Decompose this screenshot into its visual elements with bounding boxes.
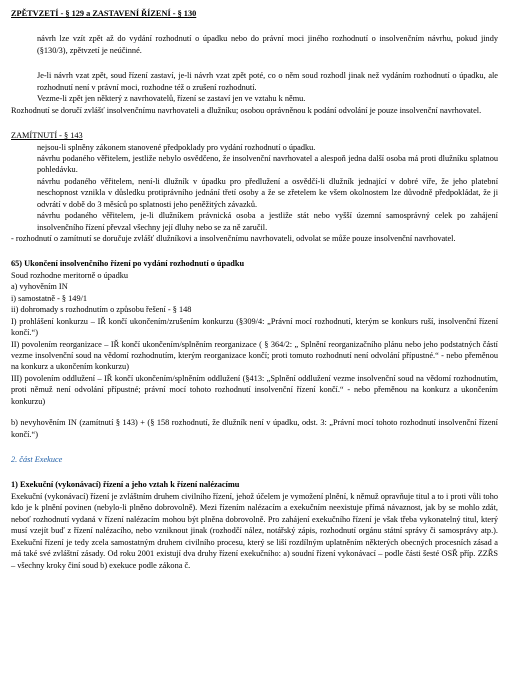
paragraph-bankruptcy: I) prohlášení konkurzu – IŘ končí ukončením/zrušením konkurzu (§309/4: „Právní mocí rozhodnutí, kterým se konkurs ruší, insolvenční řízení končí.“) <box>11 316 498 338</box>
paragraph-execution: Exekuční (vykonávací) řízení je zvláštním druhem civilního řízení, jehož účelem je vymožení plnění, k němuž opravňuje titul a to i proti vůli toho kdo je k plnění povinen (nebylo-li plněno dobrovolně). Mezi řízením nalézacím a exekučním neexistuje přímá návaznost, jak by se mohlo zdát, neboť rozhodnutí vydaná v řízení nalézacím mohou být plněna dobrovolně. Pro zahájení exekučního řízení je však třeba vykonatelný titul, který musí vzejít buď z řízení nalézacího, nebo vzniknout jinak (rozhodčí nález, notářský zápis, rozhodnutí orgánu státní správy či samosprávy atp.). Exekuční řízení je tedy zcela samostatným druhem civilního procesu, který se liší rozdílným uplatněním některých obecných procesních zásad a má také své zvláštní zásady. Od roku 2001 existují dva druhy řízení exekučního: a) soudní řízení vykonávací – podle části šesté OSŘ příp. ZZŘS – všechny kroky činí soud b) exekuce podle zákona č. <box>11 491 498 570</box>
item-number <box>11 70 37 81</box>
part-title-execution: 2. část Exekuce <box>11 455 63 464</box>
item-number <box>11 33 37 44</box>
text-line: ii) dohromady s rozhodnutím o způsobu řešení - § 148 <box>11 305 192 315</box>
section-title-execution: 1) Exekuční (vykonávací) řízení a jeho vztah k řízení nalézacímu <box>11 480 240 490</box>
section-title-rejection: ZAMÍTNUTÍ - § 143 <box>11 131 83 141</box>
text-line: Soud rozhodne meritorně o úpadku <box>11 270 129 280</box>
item-number <box>11 210 37 221</box>
item-text: Vezme-li zpět jen některý z navrhovatelů, řízení se zastaví jen ve vztahu k němu. <box>37 94 306 104</box>
list-item <box>11 33 498 56</box>
item-text: Je-li návrh vzat zpět, soud řízení zastaví, je-li návrh vzat zpět poté, co o něm soud rozhodl jinak než vydáním rozhodnutí o úpadku, ale rozhodnutí není v právní moci, rozhodne též o zrušení rozhodnutí. <box>37 71 498 92</box>
list-item <box>11 210 498 233</box>
paragraph-note: - rozhodnutí o zamítnutí se doručuje zvlášť dlužníkovi a insolvenčnímu navrhovateli, odvolat se může pouze insolvenční navrhovatel. <box>11 234 456 243</box>
item-text: návrh lze vzít zpět až do vydání rozhodnutí o úpadku nebo do právní moci jiného rozhodnutí o insolvenčním návrhu, pokud jindy (§130/3), zpětvzetí je neúčinné. <box>37 34 498 55</box>
item-text: návrhu podaného věřitelem, jestliže nebylo osvědčeno, že insolvenční navrhovatel a alespoň jedna další osoba má proti dlužníku splatnou pohledávku. <box>37 153 498 175</box>
item-number <box>11 142 37 153</box>
list-item <box>11 176 498 210</box>
paragraph-non-acceptance: b) nevyhověním IN (zamítnutí § 143) + (§ 158 rozhodnutí, že dlužník není v úpadku, odst. 3: „Právní mocí tohoto rozhodnutí insolvenční řízení končí.“) <box>11 418 498 439</box>
text-line: i) samostatně - § 149/1 <box>11 293 88 303</box>
item-number <box>11 176 37 187</box>
text-line: a) vyhověním IN <box>11 282 68 292</box>
item-number <box>11 153 37 164</box>
paragraph-reorganization: II) povolením reorganizace – IŘ končí ukončením/splněním reorganizace ( § 364/2: „ Splnění reorganizačního plánu nebo jeho podstatných částí vezme insolvenční soud na vědomí rozhodnutím, kterým reorganizace končí; proti tomuto rozhodnutí není odvolání přípustné.“ - nebo přeměnou na konkurz a ukončením konkurzu) <box>11 339 498 372</box>
paragraph-debt-relief: III) povolením oddlužení – IŘ končí ukončením/splněním oddlužení (§413: „Splnění oddlužení vezme insolvenční soud na vědomí rozhodnutím, proti němuž není odvolání přípustné; právní mocí tohoto rozhodnutí insolvenční řízení končí.“ - nebo přeměnou na konkurz a ukončením konkurzu) <box>11 373 498 406</box>
item-text: nejsou-li splněny zákonem stanovené předpoklady pro vydání rozhodnutí o úpadku. <box>37 142 316 152</box>
section-title-withdrawal: ZPĚTVZETÍ - § 129 a ZASTAVENÍ ŘÍZENÍ - § 130 <box>11 9 197 18</box>
list-item <box>11 70 498 93</box>
item-number <box>11 93 37 104</box>
item-text: návrhu podaného věřitelem, není-li dlužník v úpadku pro předlužení a osvědčí-li dlužník jednající v dobré víře, že jeho platební neschopnost vznikla v důsledku protiprávního jednání třetí osoby a že se zřetelem ke všem okolnostem lze důvodně předpokládat, že ji odvrátí v době do 3 měsíců po splatnosti jeho peněžitých závazků. <box>37 176 498 209</box>
list-item <box>11 142 498 153</box>
section-title-termination: 65) Ukončení insolvenčního řízení po vydání rozhodnutí o úpadku <box>11 259 245 269</box>
paragraph-note: Rozhodnutí se doručí zvlášť insolvenčnímu navrhovateli a dlužníku; osobou oprávněnou k podání odvolání je pouze insolvenční navrhovatel. <box>11 105 482 115</box>
list-item <box>11 153 498 176</box>
list-item <box>11 93 498 104</box>
item-text: návrhu podaného věřitelem, je-li dlužníkem právnická osoba a jestliže stát nebo vyšší územní samosprávný celek po zahájení insolvenčního řízení převzal všechny její dluhy nebo se za ně zaručil. <box>37 211 498 232</box>
